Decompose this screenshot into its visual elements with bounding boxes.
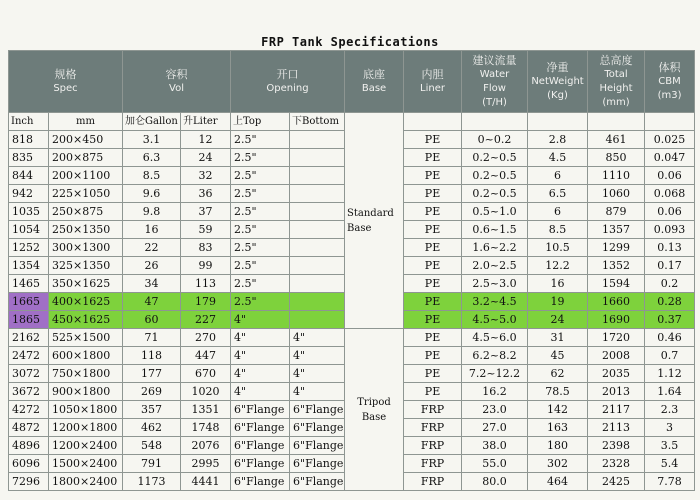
cell-water-flow: 80.0 — [462, 473, 528, 491]
cell-opening-bottom: 6"Flange — [290, 401, 345, 419]
cell-liner: PE — [404, 185, 462, 203]
cell-liter: 179 — [181, 293, 231, 311]
cell-water-flow: 2.0~2.5 — [462, 257, 528, 275]
cell-gallon: 47 — [123, 293, 181, 311]
cell-inch: 1354 — [9, 257, 49, 275]
cell-liter: 37 — [181, 203, 231, 221]
cell-opening-bottom — [290, 257, 345, 275]
cell-liter: 113 — [181, 275, 231, 293]
cell-liner: PE — [404, 239, 462, 257]
cell-net-weight: 6.5 — [528, 185, 588, 203]
cell-gallon: 177 — [123, 365, 181, 383]
cell-opening-top: 4" — [231, 329, 290, 347]
cell-net-weight: 78.5 — [528, 383, 588, 401]
cell-inch: 3672 — [9, 383, 49, 401]
cell-cbm: 3 — [645, 419, 695, 437]
cell-liter: 447 — [181, 347, 231, 365]
cell-opening-bottom: 4" — [290, 365, 345, 383]
cell-cbm: 0.06 — [645, 167, 695, 185]
cell-water-flow: 0~0.2 — [462, 131, 528, 149]
cell-net-weight: 31 — [528, 329, 588, 347]
cell-liter: 83 — [181, 239, 231, 257]
cell-gallon: 3.1 — [123, 131, 181, 149]
cell-opening-bottom — [290, 203, 345, 221]
cell-net-weight: 19 — [528, 293, 588, 311]
header-flow: 建议流量 Water Flow (T/H) — [462, 51, 528, 113]
cell-liter: 1020 — [181, 383, 231, 401]
cell-mm: 225×1050 — [49, 185, 123, 203]
cell-water-flow: 6.2~8.2 — [462, 347, 528, 365]
cell-total-height: 879 — [588, 203, 645, 221]
cell-liter: 4441 — [181, 473, 231, 491]
cell-liner: PE — [404, 149, 462, 167]
cell-inch: 1465 — [9, 275, 49, 293]
cell-water-flow: 0.2~0.5 — [462, 149, 528, 167]
cell-total-height: 1299 — [588, 239, 645, 257]
cell-cbm: 0.46 — [645, 329, 695, 347]
cell-cbm: 0.025 — [645, 131, 695, 149]
cell-water-flow: 0.6~1.5 — [462, 221, 528, 239]
cell-liter: 1351 — [181, 401, 231, 419]
cell-liter: 59 — [181, 221, 231, 239]
cell-cbm: 0.28 — [645, 293, 695, 311]
cell-opening-bottom — [290, 185, 345, 203]
cell-mm: 350×1625 — [49, 275, 123, 293]
cell-liter: 670 — [181, 365, 231, 383]
cell-opening-top: 6"Flange — [231, 419, 290, 437]
cell-gallon: 9.8 — [123, 203, 181, 221]
cell-liter: 12 — [181, 131, 231, 149]
cell-opening-top: 4" — [231, 311, 290, 329]
cell-mm: 1050×1800 — [49, 401, 123, 419]
cell-net-weight: 62 — [528, 365, 588, 383]
cell-water-flow: 0.2~0.5 — [462, 167, 528, 185]
cell-inch: 2162 — [9, 329, 49, 347]
cell-inch: 1865 — [9, 311, 49, 329]
cell-liner: PE — [404, 131, 462, 149]
header-height: 总高度 Total Height (mm) — [588, 51, 645, 113]
cell-mm: 200×875 — [49, 149, 123, 167]
cell-cbm: 0.17 — [645, 257, 695, 275]
cell-water-flow: 23.0 — [462, 401, 528, 419]
cell-opening-top: 2.5" — [231, 149, 290, 167]
cell-mm: 1200×1800 — [49, 419, 123, 437]
cell-net-weight: 8.5 — [528, 221, 588, 239]
cell-liter: 99 — [181, 257, 231, 275]
cell-net-weight: 2.8 — [528, 131, 588, 149]
table-row — [9, 329, 695, 347]
cell-opening-top: 2.5" — [231, 185, 290, 203]
cell-mm: 200×1100 — [49, 167, 123, 185]
cell-cbm: 7.78 — [645, 473, 695, 491]
cell-liter: 2076 — [181, 437, 231, 455]
cell-gallon: 16 — [123, 221, 181, 239]
cell-total-height: 1660 — [588, 293, 645, 311]
cell-net-weight: 45 — [528, 347, 588, 365]
cell-liter: 32 — [181, 167, 231, 185]
cell-total-height: 2113 — [588, 419, 645, 437]
cell-liner: FRP — [404, 401, 462, 419]
cell-liner: PE — [404, 347, 462, 365]
cell-inch: 4272 — [9, 401, 49, 419]
cell-cbm: 0.068 — [645, 185, 695, 203]
cell-liner: FRP — [404, 473, 462, 491]
cell-liner: PE — [404, 365, 462, 383]
cell-opening-bottom: 6"Flange — [290, 437, 345, 455]
cell-water-flow: 7.2~12.2 — [462, 365, 528, 383]
cell-total-height: 1110 — [588, 167, 645, 185]
cell-opening-top: 2.5" — [231, 131, 290, 149]
header-weight: 净重 NetWeight (Kg) — [528, 51, 588, 113]
cell-water-flow: 3.2~4.5 — [462, 293, 528, 311]
cell-cbm: 1.12 — [645, 365, 695, 383]
cell-gallon: 22 — [123, 239, 181, 257]
cell-total-height: 2008 — [588, 347, 645, 365]
cell-opening-bottom — [290, 293, 345, 311]
cell-inch: 1035 — [9, 203, 49, 221]
header-row — [9, 51, 695, 113]
cell-cbm: 0.13 — [645, 239, 695, 257]
cell-liner: PE — [404, 383, 462, 401]
cell-opening-bottom — [290, 239, 345, 257]
cell-mm: 750×1800 — [49, 365, 123, 383]
cell-liter: 270 — [181, 329, 231, 347]
cell-liner: PE — [404, 293, 462, 311]
cell-net-weight: 163 — [528, 419, 588, 437]
cell-inch: 844 — [9, 167, 49, 185]
cell-cbm: 0.7 — [645, 347, 695, 365]
cell-cbm: 1.64 — [645, 383, 695, 401]
base-standard: Standard Base — [345, 113, 404, 329]
cell-total-height: 1594 — [588, 275, 645, 293]
cell-mm: 525×1500 — [49, 329, 123, 347]
cell-mm: 600×1800 — [49, 347, 123, 365]
header-liner: 内胆 Liner — [404, 51, 462, 113]
cell-mm: 1800×2400 — [49, 473, 123, 491]
cell-opening-top: 4" — [231, 383, 290, 401]
cell-liner: FRP — [404, 455, 462, 473]
cell-gallon: 791 — [123, 455, 181, 473]
cell-liner: PE — [404, 167, 462, 185]
cell-liner: PE — [404, 257, 462, 275]
cell-mm: 250×1350 — [49, 221, 123, 239]
cell-opening-bottom — [290, 167, 345, 185]
cell-liner: PE — [404, 329, 462, 347]
cell-total-height: 2013 — [588, 383, 645, 401]
cell-gallon: 357 — [123, 401, 181, 419]
cell-opening-bottom — [290, 131, 345, 149]
cell-opening-bottom: 4" — [290, 347, 345, 365]
cell-net-weight: 180 — [528, 437, 588, 455]
cell-opening-top: 2.5" — [231, 275, 290, 293]
cell-total-height: 461 — [588, 131, 645, 149]
cell-inch: 7296 — [9, 473, 49, 491]
subheader-mm: mm — [49, 113, 123, 131]
cell-opening-top: 6"Flange — [231, 437, 290, 455]
cell-total-height: 850 — [588, 149, 645, 167]
cell-gallon: 6.3 — [123, 149, 181, 167]
cell-opening-bottom: 4" — [290, 329, 345, 347]
cell-inch: 6096 — [9, 455, 49, 473]
cell-liner: PE — [404, 275, 462, 293]
cell-inch: 1252 — [9, 239, 49, 257]
cell-opening-bottom — [290, 149, 345, 167]
cell-inch: 835 — [9, 149, 49, 167]
cell-gallon: 60 — [123, 311, 181, 329]
header-cbm: 体积 CBM (m3) — [645, 51, 695, 113]
cell-total-height: 1357 — [588, 221, 645, 239]
cell-opening-top: 4" — [231, 347, 290, 365]
cell-total-height: 1352 — [588, 257, 645, 275]
cell-net-weight: 142 — [528, 401, 588, 419]
cell-total-height: 1720 — [588, 329, 645, 347]
cell-liter: 2995 — [181, 455, 231, 473]
cell-water-flow: 4.5~5.0 — [462, 311, 528, 329]
cell-cbm: 0.37 — [645, 311, 695, 329]
cell-net-weight: 302 — [528, 455, 588, 473]
cell-total-height: 2035 — [588, 365, 645, 383]
cell-opening-bottom: 4" — [290, 383, 345, 401]
cell-liner: FRP — [404, 437, 462, 455]
subheader-gallon: 加仑Gallon — [123, 113, 181, 131]
cell-inch: 4896 — [9, 437, 49, 455]
cell-cbm: 0.093 — [645, 221, 695, 239]
cell-inch: 3072 — [9, 365, 49, 383]
base-tripod: Tripod Base — [345, 329, 404, 491]
cell-total-height: 1060 — [588, 185, 645, 203]
cell-gallon: 269 — [123, 383, 181, 401]
cell-mm: 300×1300 — [49, 239, 123, 257]
cell-total-height: 2328 — [588, 455, 645, 473]
cell-cbm: 0.047 — [645, 149, 695, 167]
cell-water-flow: 0.2~0.5 — [462, 185, 528, 203]
cell-total-height: 2398 — [588, 437, 645, 455]
cell-opening-bottom — [290, 311, 345, 329]
cell-inch: 4872 — [9, 419, 49, 437]
cell-mm: 250×875 — [49, 203, 123, 221]
cell-opening-top: 2.5" — [231, 221, 290, 239]
cell-cbm: 0.06 — [645, 203, 695, 221]
cell-water-flow: 38.0 — [462, 437, 528, 455]
cell-inch: 942 — [9, 185, 49, 203]
header-opening: 开口 Opening — [231, 51, 345, 113]
cell-gallon: 118 — [123, 347, 181, 365]
cell-gallon: 548 — [123, 437, 181, 455]
cell-inch: 1665 — [9, 293, 49, 311]
cell-mm: 200×450 — [49, 131, 123, 149]
header-base: 底座 Base — [345, 51, 404, 113]
cell-liter: 227 — [181, 311, 231, 329]
cell-gallon: 462 — [123, 419, 181, 437]
cell-gallon: 34 — [123, 275, 181, 293]
cell-mm: 400×1625 — [49, 293, 123, 311]
cell-liner: FRP — [404, 419, 462, 437]
cell-liter: 1748 — [181, 419, 231, 437]
cell-opening-bottom: 6"Flange — [290, 419, 345, 437]
cell-cbm: 3.5 — [645, 437, 695, 455]
cell-water-flow: 16.2 — [462, 383, 528, 401]
header-spec: 规格 Spec — [9, 51, 123, 113]
spec-table — [8, 50, 695, 491]
header-vol: 容积 Vol — [123, 51, 231, 113]
cell-opening-bottom — [290, 275, 345, 293]
cell-liter: 24 — [181, 149, 231, 167]
cell-mm: 1200×2400 — [49, 437, 123, 455]
cell-total-height: 1690 — [588, 311, 645, 329]
cell-opening-top: 2.5" — [231, 167, 290, 185]
cell-cbm: 5.4 — [645, 455, 695, 473]
cell-liter: 36 — [181, 185, 231, 203]
cell-water-flow: 2.5~3.0 — [462, 275, 528, 293]
cell-gallon: 26 — [123, 257, 181, 275]
cell-opening-bottom — [290, 221, 345, 239]
cell-net-weight: 6 — [528, 167, 588, 185]
subheader-row — [9, 113, 695, 131]
cell-mm: 1500×2400 — [49, 455, 123, 473]
subheader-liter: 升Liter — [181, 113, 231, 131]
cell-opening-top: 6"Flange — [231, 401, 290, 419]
cell-net-weight: 24 — [528, 311, 588, 329]
cell-water-flow: 0.5~1.0 — [462, 203, 528, 221]
cell-opening-top: 6"Flange — [231, 455, 290, 473]
cell-water-flow: 27.0 — [462, 419, 528, 437]
cell-gallon: 8.5 — [123, 167, 181, 185]
cell-gallon: 71 — [123, 329, 181, 347]
cell-water-flow: 55.0 — [462, 455, 528, 473]
cell-opening-bottom: 6"Flange — [290, 473, 345, 491]
table-title: FRP Tank Specifications — [261, 35, 439, 49]
cell-opening-top: 4" — [231, 365, 290, 383]
cell-liner: PE — [404, 203, 462, 221]
cell-mm: 450×1625 — [49, 311, 123, 329]
cell-net-weight: 464 — [528, 473, 588, 491]
cell-mm: 900×1800 — [49, 383, 123, 401]
cell-opening-top: 2.5" — [231, 239, 290, 257]
cell-total-height: 2117 — [588, 401, 645, 419]
cell-inch: 818 — [9, 131, 49, 149]
cell-net-weight: 16 — [528, 275, 588, 293]
cell-mm: 325×1350 — [49, 257, 123, 275]
cell-water-flow: 4.5~6.0 — [462, 329, 528, 347]
cell-total-height: 2425 — [588, 473, 645, 491]
cell-opening-top: 2.5" — [231, 203, 290, 221]
cell-liner: PE — [404, 221, 462, 239]
cell-gallon: 1173 — [123, 473, 181, 491]
subheader-bottom: 下Bottom — [290, 113, 345, 131]
cell-inch: 2472 — [9, 347, 49, 365]
cell-net-weight: 10.5 — [528, 239, 588, 257]
cell-net-weight: 4.5 — [528, 149, 588, 167]
subheader-inch: Inch — [9, 113, 49, 131]
cell-net-weight: 12.2 — [528, 257, 588, 275]
cell-opening-top: 2.5" — [231, 257, 290, 275]
subheader-top: 上Top — [231, 113, 290, 131]
cell-cbm: 2.3 — [645, 401, 695, 419]
cell-cbm: 0.2 — [645, 275, 695, 293]
cell-opening-top: 2.5" — [231, 293, 290, 311]
cell-inch: 1054 — [9, 221, 49, 239]
cell-gallon: 9.6 — [123, 185, 181, 203]
cell-water-flow: 1.6~2.2 — [462, 239, 528, 257]
cell-opening-top: 6"Flange — [231, 473, 290, 491]
cell-net-weight: 6 — [528, 203, 588, 221]
cell-liner: PE — [404, 311, 462, 329]
cell-opening-bottom: 6"Flange — [290, 455, 345, 473]
